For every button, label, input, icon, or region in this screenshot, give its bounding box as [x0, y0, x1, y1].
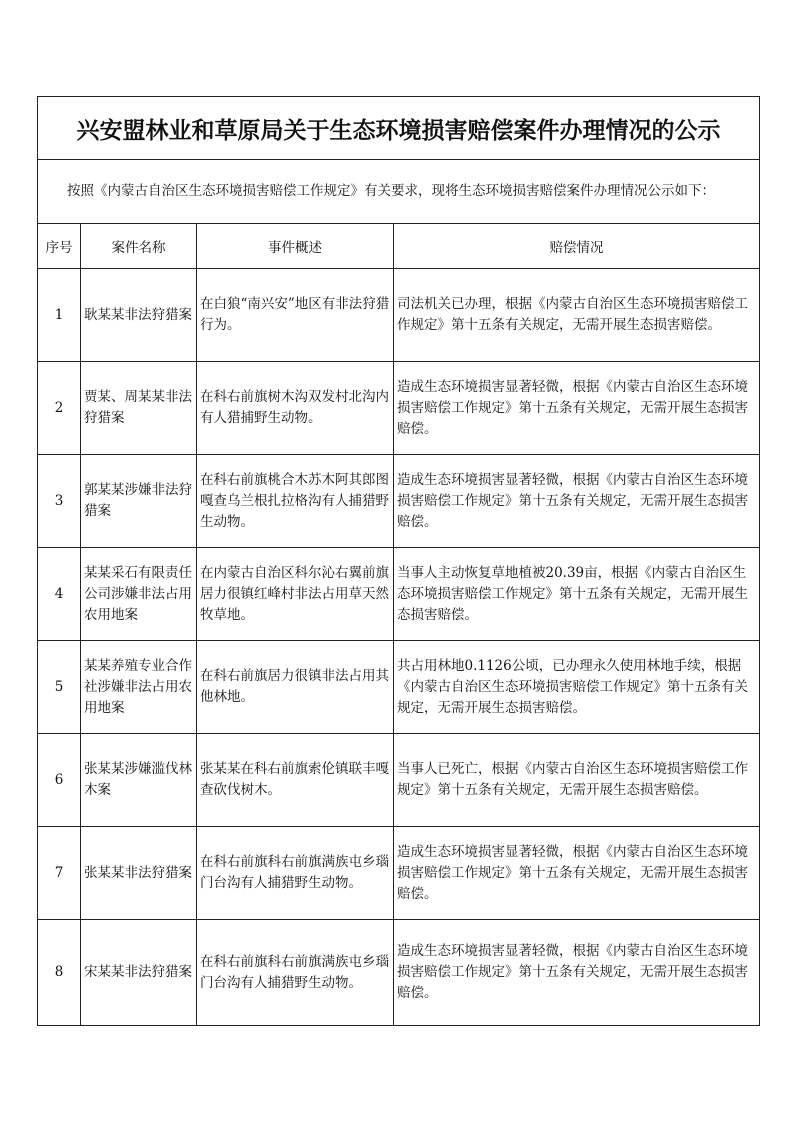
table-row: [38, 827, 760, 920]
header-case-name: 案件名称: [81, 224, 197, 269]
table-row: [38, 362, 760, 455]
header-summary: 事件概述: [197, 224, 394, 269]
notice-sheet: [37, 96, 759, 1026]
row-case-name: 郭某某涉嫌非法狩猎案: [81, 455, 197, 548]
row-compensation: 造成生态环境损害显著轻微，根据《内蒙古自治区生态环境损害赔偿工作规定》第十五条有关规定，无需开展生态损害赔偿。: [394, 827, 760, 920]
row-case-name: 张某某涉嫌滥伐林木案: [81, 734, 197, 827]
row-no: 7: [38, 827, 81, 920]
table-row: [38, 455, 760, 548]
header-no: 序号: [38, 224, 81, 269]
page-title: 兴安盟林业和草原局关于生态环境损害赔偿案件办理情况的公示: [38, 97, 760, 160]
notice-table: [37, 96, 760, 1026]
row-summary: 张某某在科右前旗索伦镇联丰嘎查砍伐树木。: [197, 734, 394, 827]
row-compensation: 司法机关已办理，根据《内蒙古自治区生态环境损害赔偿工作规定》第十五条有关规定，无需开展生态损害赔偿。: [394, 269, 760, 362]
row-case-name: 宋某某非法狩猎案: [81, 920, 197, 1026]
row-no: 8: [38, 920, 81, 1026]
row-summary: 在科右前旗科右前旗满族屯乡瑙门台沟有人捕猎野生动物。: [197, 827, 394, 920]
row-summary: 在内蒙古自治区科尔沁右翼前旗居力很镇红峰村非法占用草天然牧草地。: [197, 548, 394, 641]
table-row: [38, 269, 760, 362]
row-summary: 在科右前旗科右前旗满族屯乡瑙门台沟有人捕猎野生动物。: [197, 920, 394, 1026]
row-compensation: 造成生态环境损害显著轻微，根据《内蒙古自治区生态环境损害赔偿工作规定》第十五条有关规定，无需开展生态损害赔偿。: [394, 920, 760, 1026]
row-case-name: 某某采石有限责任公司涉嫌非法占用农用地案: [81, 548, 197, 641]
intro-text: [38, 160, 760, 224]
row-case-name: 张某某非法狩猎案: [81, 827, 197, 920]
table-row: [38, 548, 760, 641]
row-compensation: 当事人已死亡，根据《内蒙古自治区生态环境损害赔偿工作规定》第十五条有关规定，无需开展生态损害赔偿。: [394, 734, 760, 827]
table-row: [38, 734, 760, 827]
row-compensation: 共占用林地0.1126公顷，已办理永久使用林地手续，根据《内蒙古自治区生态环境损害赔偿工作规定》第十五条有关规定，无需开展生态损害赔偿。: [394, 641, 760, 734]
row-compensation: 造成生态环境损害显著轻微，根据《内蒙古自治区生态环境损害赔偿工作规定》第十五条有关规定，无需开展生态损害赔偿。: [394, 362, 760, 455]
row-case-name: 耿某某非法狩猎案: [81, 269, 197, 362]
intro-paragraph: 按照《内蒙古自治区生态环境损害赔偿工作规定》有关要求，现将生态环境损害赔偿案件办理情况公示如下：: [67, 183, 715, 199]
row-no: 1: [38, 269, 81, 362]
table-row: [38, 641, 760, 734]
row-case-name: 贾某、周某某非法狩猎案: [81, 362, 197, 455]
row-summary: 在科右前旗树木沟双发村北沟内有人猎捕野生动物。: [197, 362, 394, 455]
row-no: 3: [38, 455, 81, 548]
row-no: 5: [38, 641, 81, 734]
row-compensation: 造成生态环境损害显著轻微，根据《内蒙古自治区生态环境损害赔偿工作规定》第十五条有关规定，无需开展生态损害赔偿。: [394, 455, 760, 548]
table-header: [38, 224, 760, 269]
table-row: [38, 920, 760, 1026]
row-compensation: 当事人主动恢复草地植被20.39亩，根据《内蒙古自治区生态环境损害赔偿工作规定》第十五条有关规定，无需开展生态损害赔偿。: [394, 548, 760, 641]
row-no: 6: [38, 734, 81, 827]
row-case-name: 某某养殖专业合作社涉嫌非法占用农用地案: [81, 641, 197, 734]
row-no: 2: [38, 362, 81, 455]
row-summary: 在白狼“南兴安”地区有非法狩猎行为。: [197, 269, 394, 362]
row-summary: 在科右前旗居力很镇非法占用其他林地。: [197, 641, 394, 734]
row-summary: 在科右前旗桃合木苏木阿其郎图嘎查乌兰根扎拉格沟有人捕猎野生动物。: [197, 455, 394, 548]
header-compensation: 赔偿情况: [394, 224, 760, 269]
row-no: 4: [38, 548, 81, 641]
